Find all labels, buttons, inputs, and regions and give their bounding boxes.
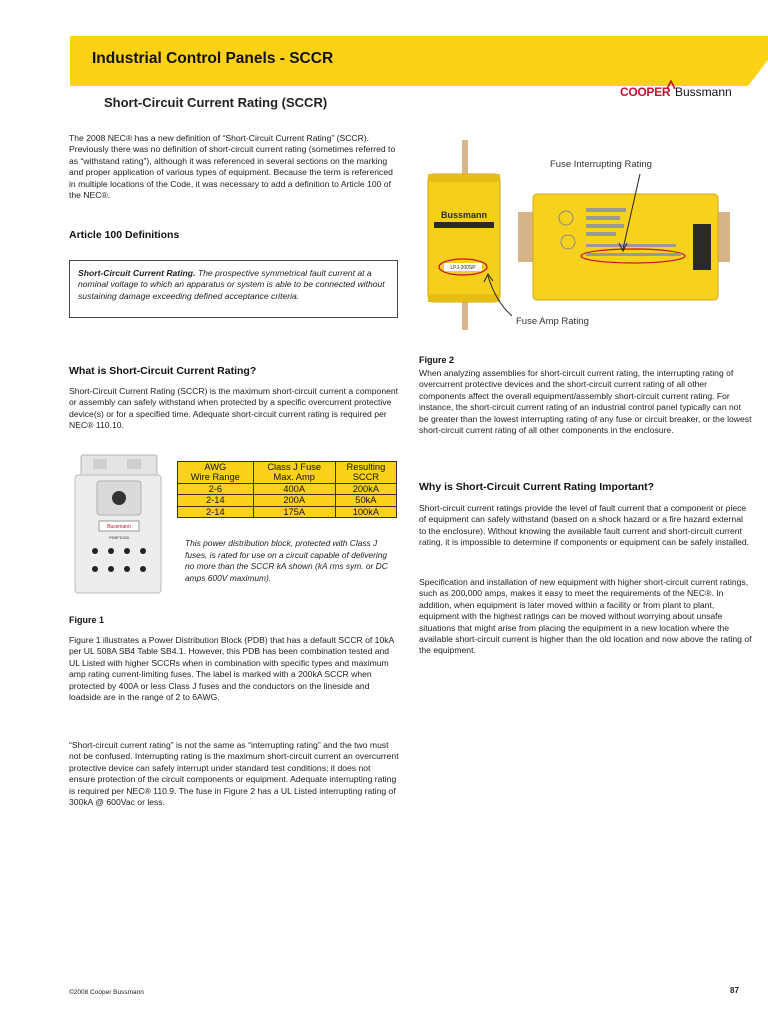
what-is-heading: What is Short-Circuit Current Rating? xyxy=(69,365,257,377)
page-number: 87 xyxy=(730,986,739,995)
footer-copyright: ©2008 Cooper Bussmann xyxy=(69,989,144,996)
fuse-part: LPJ-200SP xyxy=(450,265,476,271)
table-cell: 200kA xyxy=(335,483,396,494)
article-heading: Article 100 Definitions xyxy=(69,229,180,241)
power-distribution-block-image xyxy=(69,453,169,598)
logo-bussmann-text: Bussmann xyxy=(675,85,732,99)
figure2-label: Figure 2 xyxy=(419,355,455,365)
pdb-rating-table xyxy=(177,461,397,518)
intro-paragraph: The 2008 NEC® has a new definition of “Short-Circuit Current Rating” (SCCR). Previously there was no definition of short-circuit current rating (sometimes referred to as “withstand rating”), although it was referenced in several sections on the marking and proper application of various types of equipment. Because the term is referenced in multiple locations of the Code, it was necessary to add a definition to Article 100 of the NEC®. xyxy=(69,133,396,201)
figure1-paragraph: Figure 1 illustrates a Power Distribution Block (PDB) that has a default SCCR of 10kA per UL 508A SB4 Table SB4.1. However, this PDB has been combination tested and UL Listed with higher SCCRs when in combination with specific types and maximum amp rating current-limiting fuses. The label is marked with a 200kA SCCR when protected by 400A or less Class J fuses and the conductors on the lineside and loadside are in the range of 2 to 6AWG. xyxy=(69,635,394,703)
interrupting-rating-label: Fuse Interrupting Rating xyxy=(550,159,652,170)
figure2-paragraph: When analyzing assemblies for short-circuit current rating, the interrupting rating of overcurrent protective devices and the short-circuit current rating of all other components affect the overall equipment/assembly short-circuit current rating. For instance, the short-circuit current rating of an industrial control panel typically can not be greater than the lowest interrupting rating of any fuse or circuit breaker, or the lowest short-circuit current rating of all other components in the enclosure. xyxy=(419,368,752,436)
table-cell: 175A xyxy=(253,506,335,517)
table-cell: 50kA xyxy=(335,495,396,506)
table-cell: 400A xyxy=(253,483,335,494)
fuse-image xyxy=(408,132,730,340)
why-paragraph-1: Short-circuit current ratings provide the level of fault current that a component or piece of equipment can safely withstand (based on a shock hazard or a fire hazard external to the enclosure). Without knowing the available fault current and short-circuit current rating, it is impossible to determine if components or equipment can be safely installed. xyxy=(419,503,750,548)
logo-cooper-text: COOPER xyxy=(620,85,671,99)
table-row xyxy=(178,483,397,494)
table-cell: 100kA xyxy=(335,506,396,517)
pdb-part: PDBFS330 xyxy=(108,535,130,540)
table-cell: 200A xyxy=(253,495,335,506)
why-heading: Why is Short-Circuit Current Rating Important? xyxy=(419,481,655,493)
header-banner xyxy=(0,0,768,86)
table-cell: 2-14 xyxy=(178,495,254,506)
what-is-paragraph: Short-Circuit Current Rating (SCCR) is the maximum short-circuit current a component or assembly can safely withstand when protected by a specific overcurrent protective device(s) or for a specified time. Adequate short-circuit current rating is required per NEC® 110.10. xyxy=(69,386,399,431)
fuse-brand: Bussmann xyxy=(440,210,488,220)
table-header-cell: AWG Wire Range xyxy=(178,462,254,484)
definition-text xyxy=(78,268,389,302)
definition-body: The prospective symmetrical fault current at a nominal voltage to which an apparatus or system is able to be connected without sustaining damage exceeding defined acceptance criteria. xyxy=(78,268,385,301)
interrupting-paragraph: “Short-circuit current rating” is not the same as “interrupting rating” and the two must not be confused. Interrupting rating is the maximum short-circuit current an overcurrent protective device can safely interrupt under standard test conditions; it does not ensure protection of the circuit components or equipment. Adequate interrupting rating is required per NEC® 110.9. The fuse in Figure 2 has a UL Listed interrupting rating of 300kA @ 600Vac or less. xyxy=(69,740,399,808)
table-header-cell: Resulting SCCR xyxy=(335,462,396,484)
definition-term: Short-Circuit Current Rating. xyxy=(78,268,196,278)
cooper-bussmann-logo xyxy=(620,80,750,108)
table-cell: 2-6 xyxy=(178,483,254,494)
table-header-row xyxy=(178,462,397,484)
pdb-brand: Bussmann xyxy=(107,524,131,530)
definition-box xyxy=(69,260,398,318)
table-row xyxy=(178,495,397,506)
page-title: Industrial Control Panels - SCCR xyxy=(92,50,334,67)
table-caption: This power distribution block, protected with Class J fuses, is rated for use on a circuit capable of delivering no more than the SCCR kA shown (kA rms sym. or DC amps 600V maximum). xyxy=(185,538,388,583)
why-paragraph-2: Specification and installation of new equipment with higher short-circuit current ratings, such as 200,000 amps, makes it easy to meet the requirements of the NEC®. In addition, when equipment is later moved within a facility or from plant to plant, equipment with the highest ratings can be moved without worrying about unsafe situations that might arise from placing the equipment in a new location where the available short-circuit current is higher than the old location and now above the rating of the equipment. xyxy=(419,577,752,656)
table-header-cell: Class J Fuse Max. Amp xyxy=(253,462,335,484)
table-cell: 2-14 xyxy=(178,506,254,517)
figure1-label: Figure 1 xyxy=(69,615,105,625)
amp-rating-label: Fuse Amp Rating xyxy=(516,316,589,327)
section-subtitle: Short-Circuit Current Rating (SCCR) xyxy=(104,95,328,110)
table-row xyxy=(178,506,397,517)
